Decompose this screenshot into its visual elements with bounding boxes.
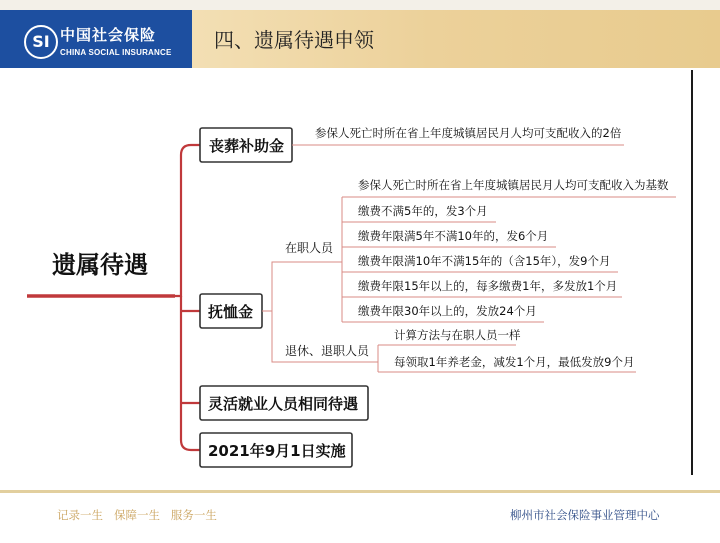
logo-chinese-name: 中国社会保险 (60, 26, 157, 44)
branch-effective-date-label: 2021年9月1日实施 (208, 442, 346, 460)
branch-flexible-employment (200, 386, 368, 420)
leaf-retired-same-method: 计算方法与在职人员一样 (394, 328, 521, 342)
leaf-active-5-to-10: 缴费年限满5年不满10年的，发6个月 (358, 229, 549, 243)
group-active-staff: 在职人员 (285, 241, 334, 255)
branch-pension-label: 抚恤金 (208, 303, 254, 321)
branch-effective-date (200, 433, 352, 467)
branch-flexible-employment-label: 灵活就业人员相同待遇 (208, 395, 359, 413)
branch-funeral-grant (200, 128, 292, 162)
trunk-to-branch-4 (181, 296, 200, 450)
leaf-funeral-grant-amount: 参保人死亡时所在省上年度城镇居民月人均可支配收入的2倍 (315, 126, 622, 140)
active-staff-bracket (336, 197, 342, 322)
trunk-to-branch-1 (175, 145, 200, 296)
branch-funeral-grant-label: 丧葬补助金 (209, 137, 285, 155)
retired-staff-bracket (372, 345, 378, 372)
footer-slogan: 记录一生 保障一生 服务一生 (57, 508, 217, 522)
root-node: 遗属待遇 (52, 251, 148, 279)
page-title: 四、遗属待遇申领 (214, 28, 374, 52)
leaf-active-over-30: 缴费年限30年以上的，发放24个月 (358, 304, 537, 318)
logo-english-name: CHINA SOCIAL INSURANCE (60, 48, 172, 57)
connector-active-staff (262, 262, 280, 311)
leaf-active-over-15: 缴费年限15年以上的，每多缴费1年，多发放1个月 (358, 279, 618, 293)
connector-retired-staff (272, 311, 280, 362)
footer-organization: 柳州市社会保险事业管理中心 (510, 508, 660, 522)
leaf-active-under-5: 缴费不满5年的，发3个月 (358, 204, 488, 218)
leaf-active-base: 参保人死亡时所在省上年度城镇居民月人均可支配收入为基数 (358, 178, 669, 192)
branch-pension (200, 294, 262, 328)
right-divider (691, 70, 693, 475)
footer-divider (0, 490, 720, 493)
logo-mark-icon: SI (24, 25, 58, 59)
group-retired-staff: 退休、退职人员 (285, 344, 370, 358)
leaf-active-10-to-15: 缴费年限满10年不满15年的（含15年），发9个月 (358, 254, 611, 268)
leaf-retired-reduction: 每领取1年养老金，减发1个月，最低发放9个月 (394, 355, 635, 369)
